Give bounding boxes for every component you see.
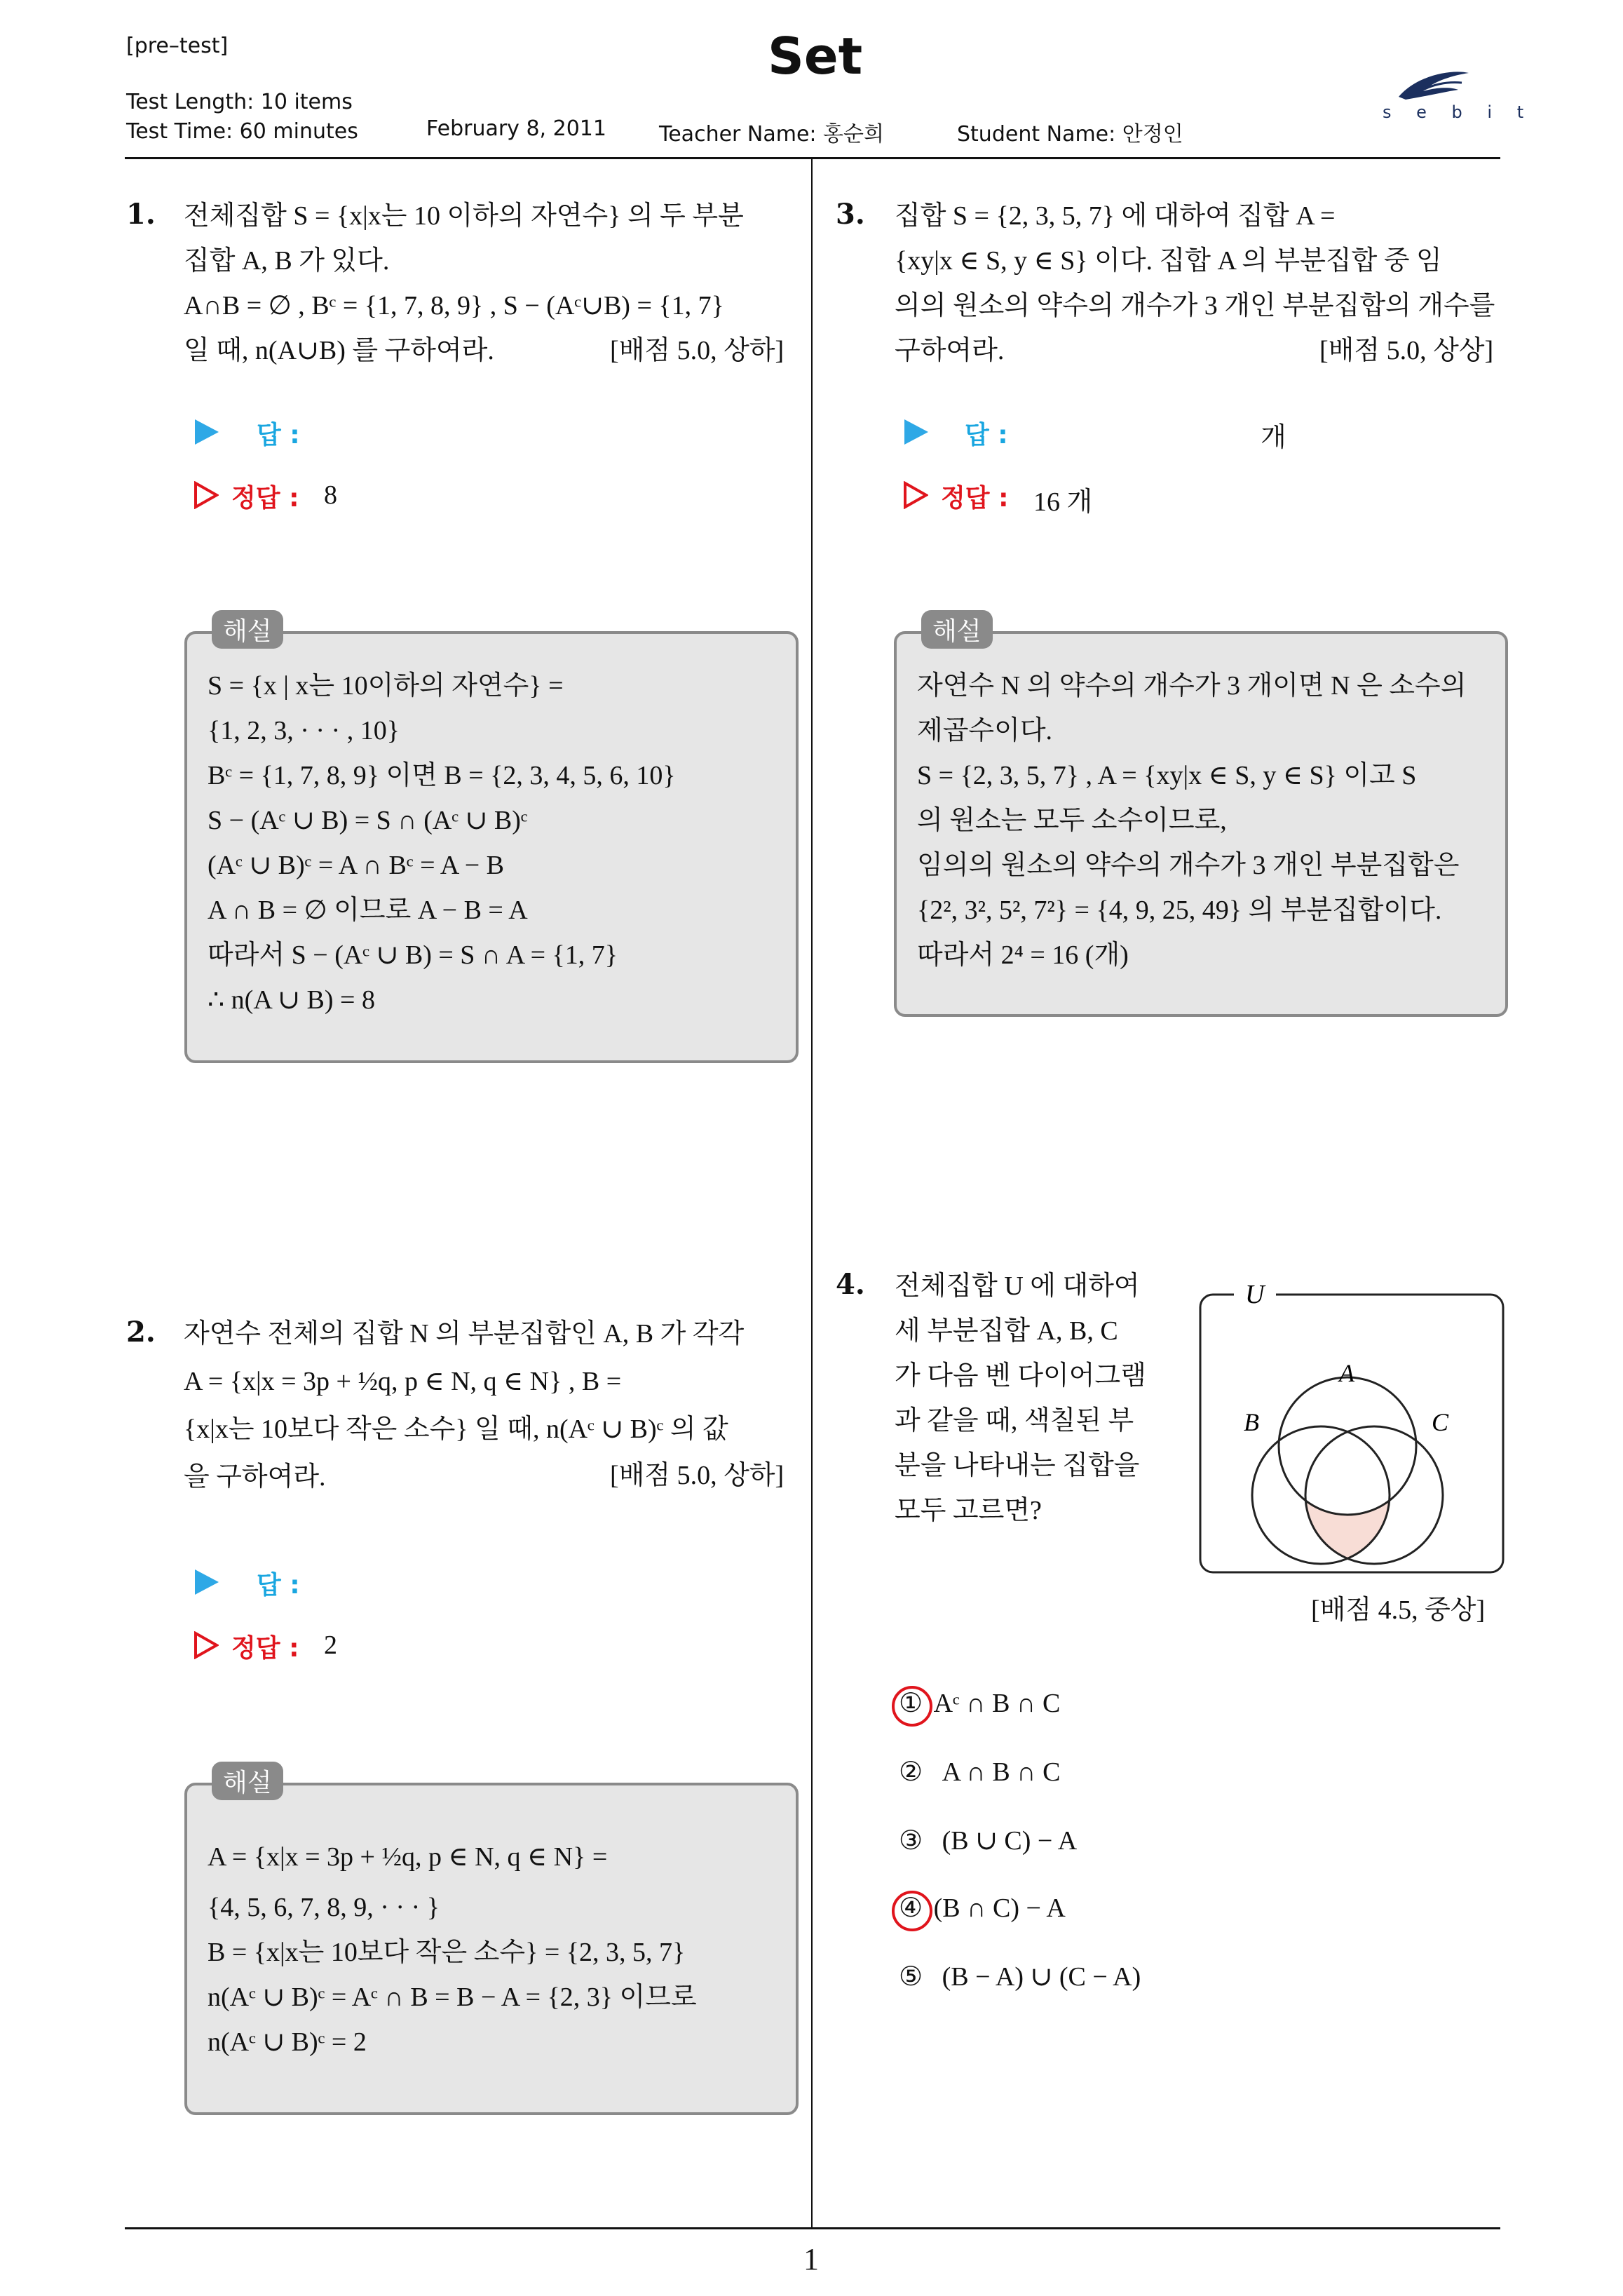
choice-4-text: (B ∩ C) − A [933, 1893, 1066, 1923]
q1-correct-label: 정답 : [231, 484, 299, 513]
choice-2[interactable] [899, 1756, 1061, 1788]
q4-line: 분을 나타내는 집합을 [895, 1451, 1140, 1480]
venn-label-c: C [1432, 1408, 1449, 1436]
q3-solution-line: 따라서 2⁴ = 16 (개) [917, 940, 1129, 970]
q2-solution-line: n(Aᶜ ∪ B)ᶜ = 2 [208, 2027, 367, 2057]
q1-solution-line: {1, 2, 3, · · · , 10} [208, 716, 400, 745]
q1-solution-tag: 해설 [212, 610, 283, 649]
choice-1-mark: ① [899, 1689, 923, 1718]
choice-3-text: (B ∪ C) − A [942, 1826, 1078, 1856]
teacher-name: Teacher Name: 홍순희 [659, 122, 884, 147]
q2-solution-line: A = {x|x = 3p + ½q, p ∈ N, q ∈ N} = [208, 1842, 608, 1872]
q2-answer-label: 답 : [257, 1571, 300, 1600]
answer-arrow-icon [195, 1569, 219, 1595]
q3-solution-line: {2², 3², 5², 7²} = {4, 9, 25, 49} 의 부분집합이다. [917, 896, 1442, 925]
q4-line: 가 다음 벤 다이어그램 [895, 1361, 1146, 1391]
choice-1[interactable] [899, 1687, 1060, 1719]
q4-line: 전체집합 U 에 대하여 [895, 1271, 1140, 1301]
q1-solution-line: ∴ n(A ∪ B) = 8 [208, 985, 375, 1015]
student-name: Student Name: 안정인 [957, 122, 1183, 147]
q3-solution [917, 663, 1485, 978]
venn-label-b: B [1244, 1408, 1259, 1436]
q1-answer-label: 답 : [257, 421, 300, 450]
choice-2-mark: ② [899, 1757, 923, 1787]
q3-correct-label: 정답 : [941, 484, 1009, 513]
q3-solution-line: 자연수 N 의 약수의 개수가 3 개이면 N 은 소수의 [917, 671, 1467, 701]
choice-3[interactable] [899, 1825, 1077, 1856]
q4-line: 과 같을 때, 색칠된 부 [895, 1406, 1134, 1436]
test-time: Test Time: 60 minutes [126, 119, 358, 144]
q1-line: 전체집합 S = {x|x는 10 이하의 자연수} 의 두 부분 [184, 201, 744, 231]
q3-line: 구하여라. [895, 336, 1005, 365]
choice-1-text: Aᶜ ∩ B ∩ C [933, 1689, 1061, 1718]
choice-5-mark: ⑤ [899, 1962, 923, 1992]
q4-score: [배점 4.5, 중상] [1311, 1595, 1486, 1625]
q3-solution-tag: 해설 [921, 610, 993, 649]
q2-solution-tag: 해설 [212, 1762, 283, 1800]
choice-4[interactable] [899, 1892, 1066, 1924]
test-date: February 8, 2011 [426, 116, 606, 141]
q1-line: 일 때, n(A∪B) 를 구하여라. [184, 336, 494, 365]
q1-line: A∩B = ∅ , Bᶜ = {1, 7, 8, 9} , S − (Aᶜ∪B) = {1, 7} [184, 291, 724, 320]
header-rule [125, 157, 1500, 159]
q1-correct-value: 8 [324, 480, 337, 510]
venn-diagram [1192, 1269, 1514, 1585]
choice-2-text: A ∩ B ∩ C [942, 1757, 1061, 1787]
q1-number: 1. [126, 198, 156, 231]
q3-correct-value: 16 개 [1033, 487, 1093, 517]
q2-correct-value: 2 [324, 1630, 337, 1660]
q1-score: [배점 5.0, 상하] [610, 336, 785, 365]
q2-solution [208, 1829, 775, 2065]
q3-number: 3. [836, 198, 865, 231]
q3-solution-line: 제곱수이다. [917, 716, 1053, 745]
q2-score: [배점 5.0, 상하] [610, 1461, 785, 1490]
q3-line: 의의 원소의 약수의 개수가 3 개인 부분집합의 개수를 [895, 291, 1495, 320]
q4-number: 4. [836, 1268, 865, 1301]
venn-label-a: A [1339, 1359, 1354, 1387]
correct-arrow-icon [193, 481, 219, 509]
q1-solution [208, 663, 775, 1022]
test-length: Test Length: 10 items [126, 90, 353, 114]
pretest-tag: [pre–test] [126, 34, 229, 58]
q3-line: {xy|x ∈ S, y ∈ S} 이다. 집합 A 의 부분집합 중 임 [895, 246, 1442, 276]
q3-solution-line: S = {2, 3, 5, 7} , A = {xy|x ∈ S, y ∈ S} 이고 S [917, 761, 1417, 790]
q2-line: A = {x|x = 3p + ½q, p ∈ N, q ∈ N} , B = [184, 1367, 622, 1396]
q1-solution-line: Bᶜ = {1, 7, 8, 9} 이면 B = {2, 3, 4, 5, 6, 10} [208, 761, 676, 790]
choice-5-text: (B − A) ∪ (C − A) [942, 1962, 1141, 1992]
q3-solution-line: 임의의 원소의 약수의 개수가 3 개인 부분집합은 [917, 851, 1460, 880]
q3-solution-line: 의 원소는 모두 소수이므로, [917, 806, 1227, 835]
q1-solution-line: A ∩ B = ∅ 이므로 A − B = A [208, 896, 528, 925]
q1-line: 집합 A, B 가 있다. [184, 246, 390, 276]
footer-rule [125, 2227, 1500, 2229]
q2-line: {x|x는 10보다 작은 소수} 일 때, n(Aᶜ ∪ B)ᶜ 의 값 [184, 1414, 728, 1444]
q4-line: 세 부분집합 A, B, C [895, 1316, 1118, 1346]
q1-solution-line: (Aᶜ ∪ B)ᶜ = A ∩ Bᶜ = A − B [208, 851, 505, 880]
q4-text [895, 1264, 1189, 1533]
page-title: Set [768, 27, 863, 86]
q3-line: 집합 S = {2, 3, 5, 7} 에 대하여 집합 A = [895, 201, 1336, 231]
q2-line: 자연수 전체의 집합 N 의 부분집합인 A, B 가 각각 [184, 1319, 745, 1349]
venn-label-u: U [1245, 1280, 1265, 1309]
column-divider [811, 158, 813, 2227]
correct-arrow-icon [193, 1631, 219, 1659]
sebit-logo [1374, 63, 1534, 126]
answer-arrow-icon [195, 419, 219, 445]
correct-arrow-icon [903, 481, 928, 509]
q3-answer-unit: 개 [1261, 423, 1286, 452]
q2-solution-line: n(Aᶜ ∪ B)ᶜ = Aᶜ ∩ B = B − A = {2, 3} 이므로 [208, 1983, 697, 2012]
choice-4-mark: ④ [899, 1893, 923, 1923]
q2-correct-label: 정답 : [231, 1634, 299, 1663]
q3-score: [배점 5.0, 상상] [1319, 336, 1494, 365]
page-number: 1 [803, 2242, 819, 2276]
q2-line: 을 구하여라. [184, 1462, 326, 1492]
q1-solution-line: S − (Aᶜ ∪ B) = S ∩ (Aᶜ ∪ B)ᶜ [208, 806, 528, 835]
q2-number: 2. [126, 1316, 156, 1349]
q4-line: 모두 고르면? [895, 1496, 1042, 1525]
q1-solution-line: S = {x | x는 10이하의 자연수} = [208, 671, 564, 701]
q2-solution-line: {4, 5, 6, 7, 8, 9, · · · } [208, 1893, 440, 1922]
sebit-logo-text: s e b i t [1383, 102, 1534, 122]
choice-3-mark: ③ [899, 1826, 923, 1856]
choice-5[interactable] [899, 1961, 1141, 1992]
q1-solution-line: 따라서 S − (Aᶜ ∪ B) = S ∩ A = {1, 7} [208, 940, 618, 970]
q3-answer-label: 답 : [965, 421, 1008, 450]
q2-solution-line: B = {x|x는 10보다 작은 소수} = {2, 3, 5, 7} [208, 1938, 686, 1967]
answer-arrow-icon [904, 419, 928, 445]
